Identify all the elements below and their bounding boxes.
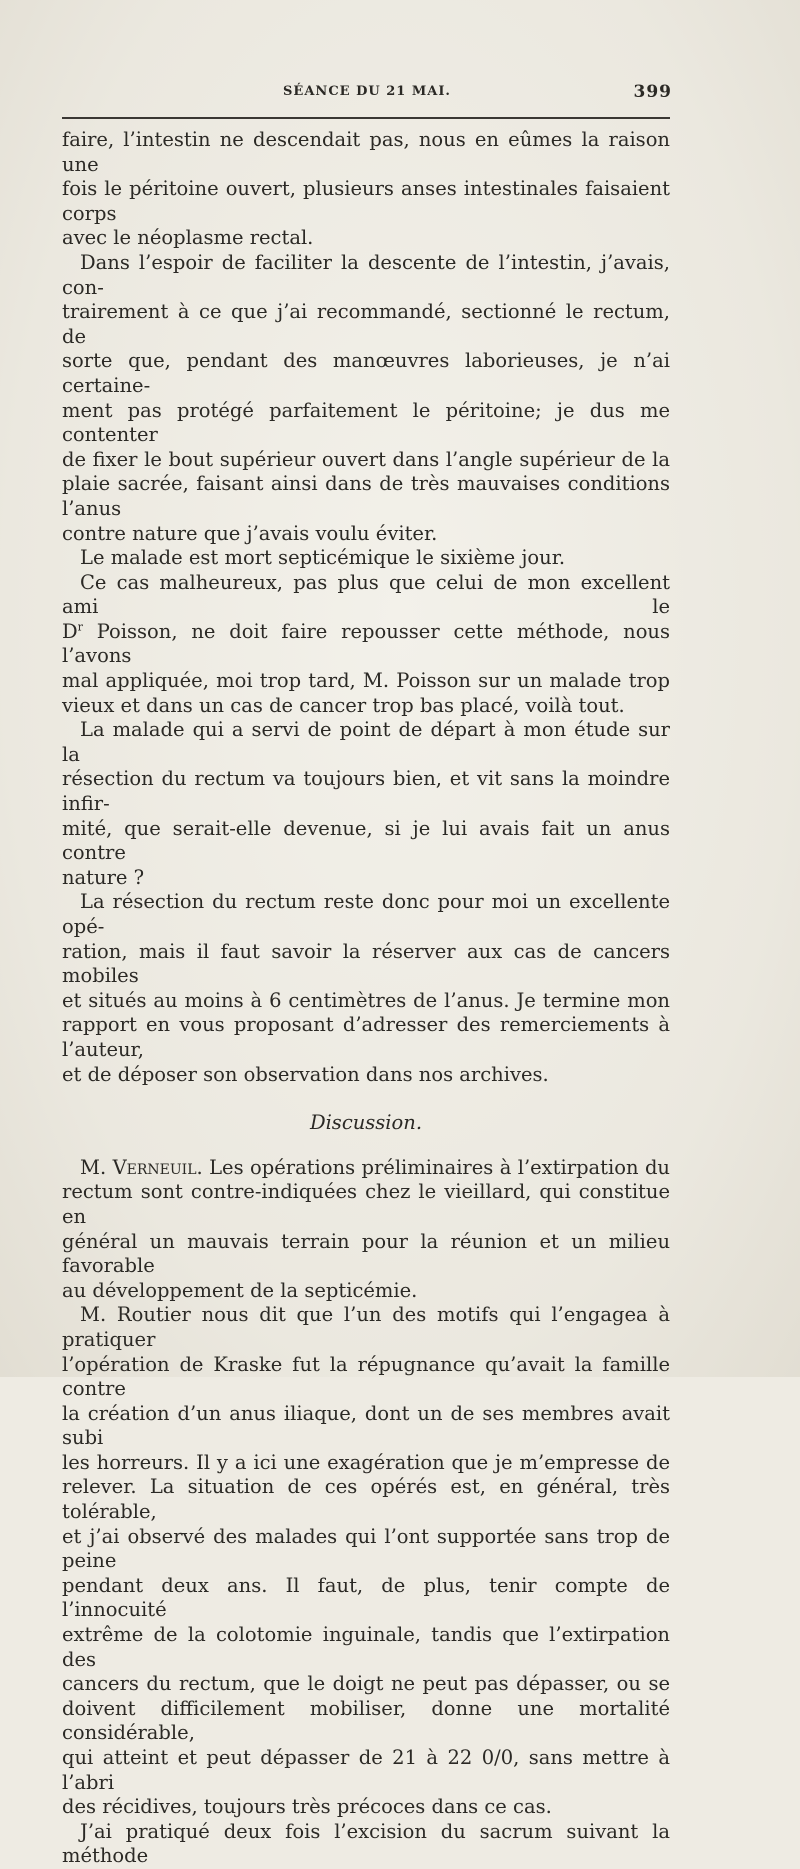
- line-rest: . Les opérations préliminaires à l’extirpation du: [196, 1155, 670, 1179]
- text-line: des récidives, toujours très précoces dans ce cas.: [62, 1795, 552, 1819]
- text-line: cancers du rectum, que le doigt ne peut pas dépasser, ou se: [62, 1672, 670, 1696]
- text-line: pendant deux ans. Il faut, de plus, tenir compte de l’innocuité: [62, 1573, 670, 1622]
- text-line: au développement de la septicémie.: [62, 1278, 418, 1302]
- running-head: [62, 78, 672, 106]
- text-line: résection du rectum va toujours bien, et vit sans la moindre infir-: [62, 767, 670, 816]
- text-line: avec le néoplasme rectal.: [62, 226, 314, 250]
- text-line: ration, mais il faut savoir la réserver aux cas de cancers mobiles: [62, 939, 670, 988]
- doctor-abbrev-sup: r: [77, 620, 83, 634]
- running-title: SÉANCE DU 21 MAI.: [283, 84, 451, 99]
- text-line: [62, 620, 670, 669]
- text-line: La résection du rectum reste donc pour moi un excellente opé-: [62, 890, 670, 938]
- text-line: qui atteint et peut dépasser de 21 à 22 0/0, sans mettre à l’abri: [62, 1746, 670, 1794]
- text-line: [62, 1156, 670, 1181]
- text-line: M. Routier nous dit que l’un des motifs qui l’engagea à pratiquer: [62, 1303, 670, 1351]
- text-line: et situés au moins à 6 centimètres de l’anus. Je termine mon: [62, 988, 670, 1012]
- text-line: contre nature que j’avais voulu éviter.: [62, 521, 438, 545]
- text-line: général un mauvais terrain pour la réunion et un milieu favorable: [62, 1229, 670, 1278]
- text-line: mité, que serait-elle devenue, si je lui avais fait un anus contre: [62, 816, 670, 865]
- text-line: rapport en vous proposant d’adresser des remerciements à l’auteur,: [62, 1013, 670, 1061]
- page-number: 399: [633, 82, 672, 102]
- doctor-abbrev: D: [62, 619, 78, 643]
- text-line: Dans l’espoir de faciliter la descente de l’intestin, j’avais, con-: [62, 250, 670, 299]
- text-line: faire, l’intestin ne descendait pas, nous en eûmes la raison une: [62, 128, 670, 176]
- text-line: mal appliquée, moi trop tard, M. Poisson sur un malade trop: [62, 669, 670, 693]
- text-line: Ce cas malheureux, pas plus que celui de mon excellent ami le: [62, 570, 670, 619]
- text-line: relever. La situation de ces opérés est, en général, très tolérable,: [62, 1475, 670, 1524]
- text-line: et de déposer son observation dans nos archives.: [62, 1062, 549, 1086]
- text-line: extrême de la colotomie inguinale, tandis que l’extirpation des: [62, 1623, 670, 1671]
- text-line: plaie sacrée, faisant ainsi dans de très mauvaises conditions l’anus: [62, 472, 670, 520]
- body-text: [62, 128, 670, 1869]
- text-line: et j’ai observé des malades qui l’ont supportée sans trop de peine: [62, 1524, 670, 1573]
- text-line: fois le péritoine ouvert, plusieurs anses intestinales faisaient corps: [62, 177, 670, 225]
- text-line: les horreurs. Il y a ici une exagération que je m’empresse de: [62, 1450, 670, 1474]
- text-line: ment pas protégé parfaitement le péritoine; je dus me contenter: [62, 398, 670, 447]
- text-line: l’opération de Kraske fut la répugnance qu’avait la famille contre: [62, 1352, 670, 1401]
- text-line: J’ai pratiqué deux fois l’excision du sacrum suivant la méthode: [62, 1819, 670, 1868]
- text-line: doivent difficilement mobiliser, donne une mortalité considérable,: [62, 1696, 670, 1745]
- text-line: trairement à ce que j’ai recommandé, sectionné le rectum, de: [62, 300, 670, 348]
- line-rest: Poisson, ne doit faire repousser cette méthode, nous l’avons: [62, 619, 670, 668]
- text-line: vieux et dans un cas de cancer trop bas placé, voilà tout.: [62, 693, 625, 717]
- text-line: nature ?: [62, 865, 145, 889]
- text-line: La malade qui a servi de point de départ à mon étude sur la: [62, 718, 670, 766]
- speaker-prefix: M.: [80, 1155, 113, 1179]
- section-heading: Discussion.: [309, 1111, 423, 1135]
- text-line: la création d’un anus iliaque, dont un de ses membres avait subi: [62, 1401, 670, 1450]
- text-line: rectum sont contre-indiquées chez le vieillard, qui constitue en: [62, 1180, 670, 1228]
- text-line: Le malade est mort septicémique le sixième jour.: [80, 546, 566, 570]
- text-line: de fixer le bout supérieur ouvert dans l’angle supérieur de la: [62, 447, 670, 471]
- text-line: sorte que, pendant des manœuvres laborieuses, je n’ai certaine-: [62, 349, 670, 397]
- header-rule: [62, 117, 670, 119]
- speaker-name: Verneuil: [112, 1155, 197, 1179]
